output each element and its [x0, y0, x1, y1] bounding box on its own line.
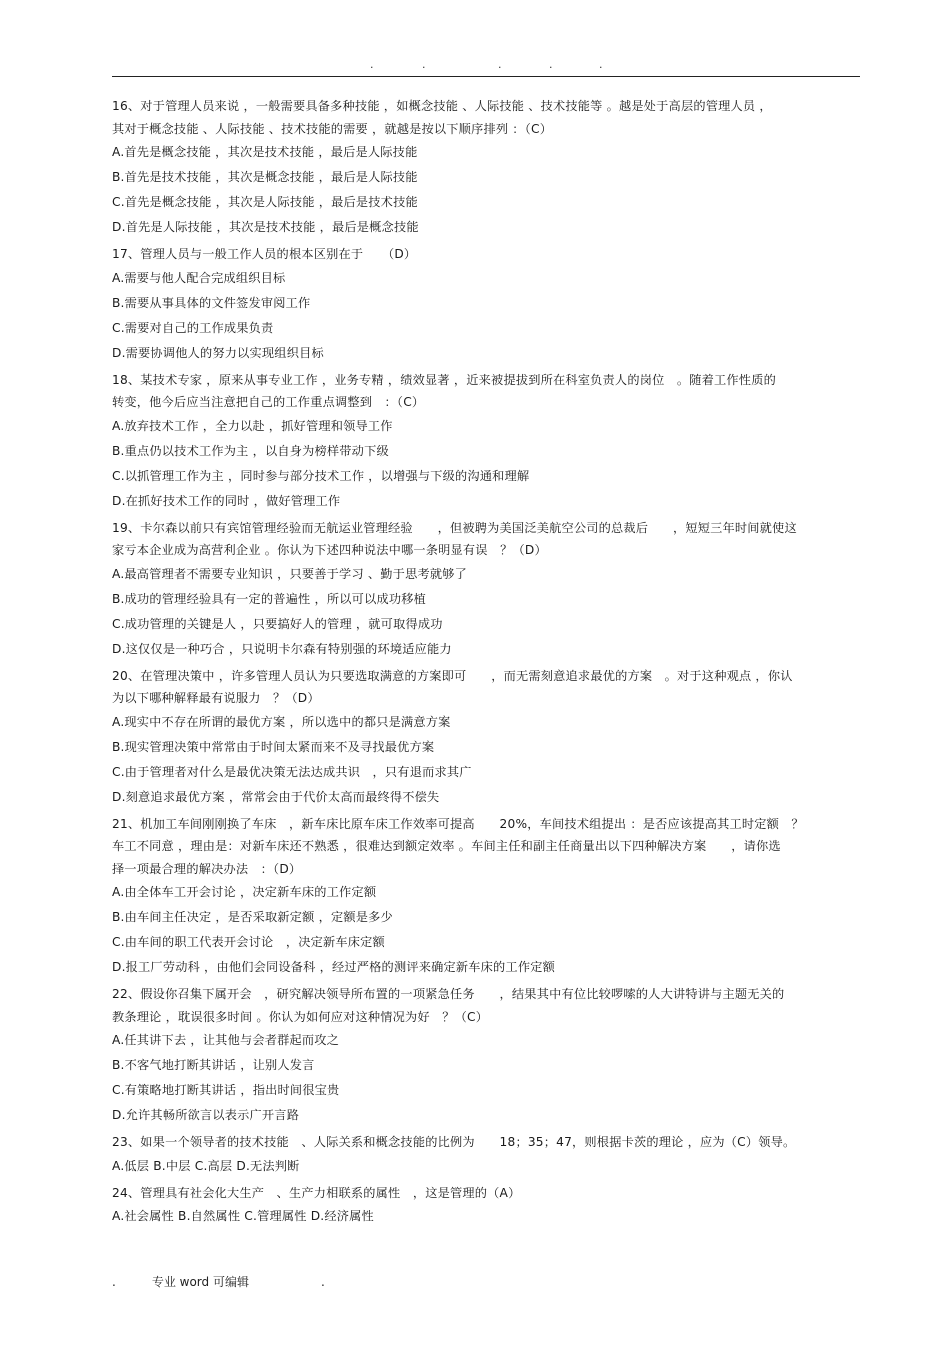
question-stem-line: 其对于概念技能 、人际技能 、技术技能的需要 ，就越是按以下顺序排列 ：（C）	[112, 121, 553, 136]
question-stem-line: 22、假设你召集下属开会 ，研究解决领导所布置的一项紧急任务 ，结果其中有位比较啰嗦的人大讲特讲与主题无关的	[112, 987, 785, 1001]
question-block	[112, 983, 850, 1128]
question-list	[112, 95, 850, 1229]
answer-option: B.不客气地打断其讲话 ，让别人发言	[112, 1058, 315, 1072]
question-block	[112, 243, 850, 366]
answer-option: A.任其讲下去 ，让其他与会者群起而攻之	[112, 1033, 340, 1047]
header-dot: .	[498, 58, 502, 71]
answer-option: B.成功的管理经验具有一定的普遍性 ，所以可以成功移植	[112, 591, 427, 606]
answer-option: C.由车间的职工代表开会讨论 ，决定新车床定额	[112, 935, 385, 949]
header-dot: .	[549, 58, 553, 71]
question-block	[112, 813, 850, 981]
question-block	[112, 95, 850, 240]
header-dots	[112, 58, 860, 72]
header-dot: .	[422, 58, 426, 71]
answer-option: D.需要协调他人的努力以实现组织目标	[112, 345, 324, 360]
answer-option: A.首先是概念技能 ，其次是技术技能 ，最后是人际技能	[112, 145, 418, 159]
answer-option: C.以抓管理工作为主 ，同时参与部分技术工作 ，以增强与下级的沟通和理解	[112, 468, 530, 483]
question-stem-line: 为以下哪种解释最有说服力 ？（D）	[112, 691, 320, 705]
answer-option: B.首先是技术技能 ，其次是概念技能 ，最后是人际技能	[112, 170, 418, 184]
question-stem-line: 择一项最合理的解决办法 ：（D）	[112, 861, 302, 876]
header-dot: .	[370, 58, 374, 71]
answer-option: C.成功管理的关键是人 ，只要搞好人的管理 ，就可取得成功	[112, 616, 443, 631]
answer-option: A.放弃技术工作 ，全力以赴 ，抓好管理和领导工作	[112, 418, 393, 433]
answer-option: C.由于管理者对什么是最优决策无法达成共识 ，只有退而求其广	[112, 764, 472, 779]
question-block	[112, 1182, 850, 1230]
question-stem-line: 家亏本企业成为高营利企业 。你认为下述四种说法中哪一条明显有误 ？（D）	[112, 543, 547, 557]
answer-option: D.首先是人际技能 ，其次是技术技能 ，最后是概念技能	[112, 220, 419, 234]
question-stem-line: 23、如果一个领导者的技术技能 、人际关系和概念技能的比例为 18；35；47，则根据卡茨的理论 ，应为（C）领导。	[112, 1135, 796, 1149]
answer-option: C.首先是概念技能 ，其次是人际技能 ，最后是技术技能	[112, 195, 418, 209]
header-dot: .	[599, 58, 603, 71]
answer-option: D.报工厂劳动科 ，由他们会同设备科 ，经过严格的测评来确定新车床的工作定额	[112, 960, 555, 974]
question-stem-line: 转变，他今后应当注意把自己的工作重点调整到 ：（C）	[112, 395, 425, 409]
header-rule	[112, 76, 860, 77]
question-stem-line: 19、卡尔森以前只有宾馆管理经验而无航运业管理经验 ，但被聘为美国泛美航空公司的总裁后 ，短短三年时间就使这	[112, 520, 797, 535]
answer-option: B.需要从事具体的文件签发审阅工作	[112, 295, 311, 310]
question-stem-line: 24、管理具有社会化大生产 、生产力相联系的属性 ，这是管理的（A）	[112, 1185, 521, 1200]
footer-text: . 专业 word 可编辑 .	[112, 1275, 325, 1289]
question-block	[112, 517, 850, 662]
question-stem-line: 20、在管理决策中 ，许多管理人员认为只要选取满意的方案即可 ，而无需刻意追求最优的方案 。对于这种观点 ，你认	[112, 668, 793, 683]
question-stem-line: 16、对于管理人员来说 ，一般需要具备多种技能 ，如概念技能 、人际技能 、技术技能等 。越是处于高层的管理人员 ，	[112, 99, 772, 113]
answer-option: D.这仅仅是一种巧合 ，只说明卡尔森有特别强的环境适应能力	[112, 641, 452, 656]
answer-option: A.低层 B.中层 C.高层 D.无法判断	[112, 1158, 300, 1173]
answer-option: C.有策略地打断其讲话 ，指出时间很宝贵	[112, 1083, 340, 1097]
question-block	[112, 1131, 850, 1179]
answer-option: B.现实管理决策中常常由于时间太紧而来不及寻找最优方案	[112, 739, 435, 754]
answer-option: D.刻意追求最优方案 ，常常会由于代价太高而最终得不偿失	[112, 789, 440, 804]
question-stem-line: 21、机加工车间刚刚换了车床 ，新车床比原车床工作效率可提高 20%，车间技术组提出 ：是否应该提高其工时定额 ？	[112, 816, 804, 831]
answer-option: D.允许其畅所欲言以表示广开言路	[112, 1108, 300, 1122]
question-stem-line: 18、某技术专家 ，原来从事专业工作 ，业务专精 ，绩效显著 ，近来被提拔到所在科室负责人的岗位 。随着工作性质的	[112, 372, 776, 387]
answer-option: A.社会属性 B.自然属性 C.管理属性 D.经济属性	[112, 1209, 374, 1223]
answer-option: D.在抓好技术工作的同时 ，做好管理工作	[112, 493, 341, 508]
answer-option: A.需要与他人配合完成组织目标	[112, 270, 286, 285]
question-block	[112, 369, 850, 514]
answer-option: B.由车间主任决定 ，是否采取新定额 ，定额是多少	[112, 910, 393, 924]
answer-option: B.重点仍以技术工作为主 ，以自身为榜样带动下级	[112, 443, 389, 458]
question-block	[112, 665, 850, 810]
answer-option: A.现实中不存在所谓的最优方案 ，所以选中的都只是满意方案	[112, 714, 451, 729]
question-stem-line: 17、管理人员与一般工作人员的根本区别在于 （D）	[112, 247, 417, 261]
question-stem-line: 教条理论 ，耽误很多时间 。你认为如何应对这种情况为好 ？（C）	[112, 1009, 489, 1024]
answer-option: C.需要对自己的工作成果负责	[112, 320, 274, 335]
answer-option: A.由全体车工开会讨论 ，决定新车床的工作定额	[112, 885, 377, 899]
question-stem-line: 车工不同意 ，理由是：对新车床还不熟悉 ，很难达到额定效率 。车间主任和副主任商量出以下四种解决方案 ，请你选	[112, 839, 781, 853]
answer-option: A.最高管理者不需要专业知识 ，只要善于学习 、勤于思考就够了	[112, 566, 468, 581]
